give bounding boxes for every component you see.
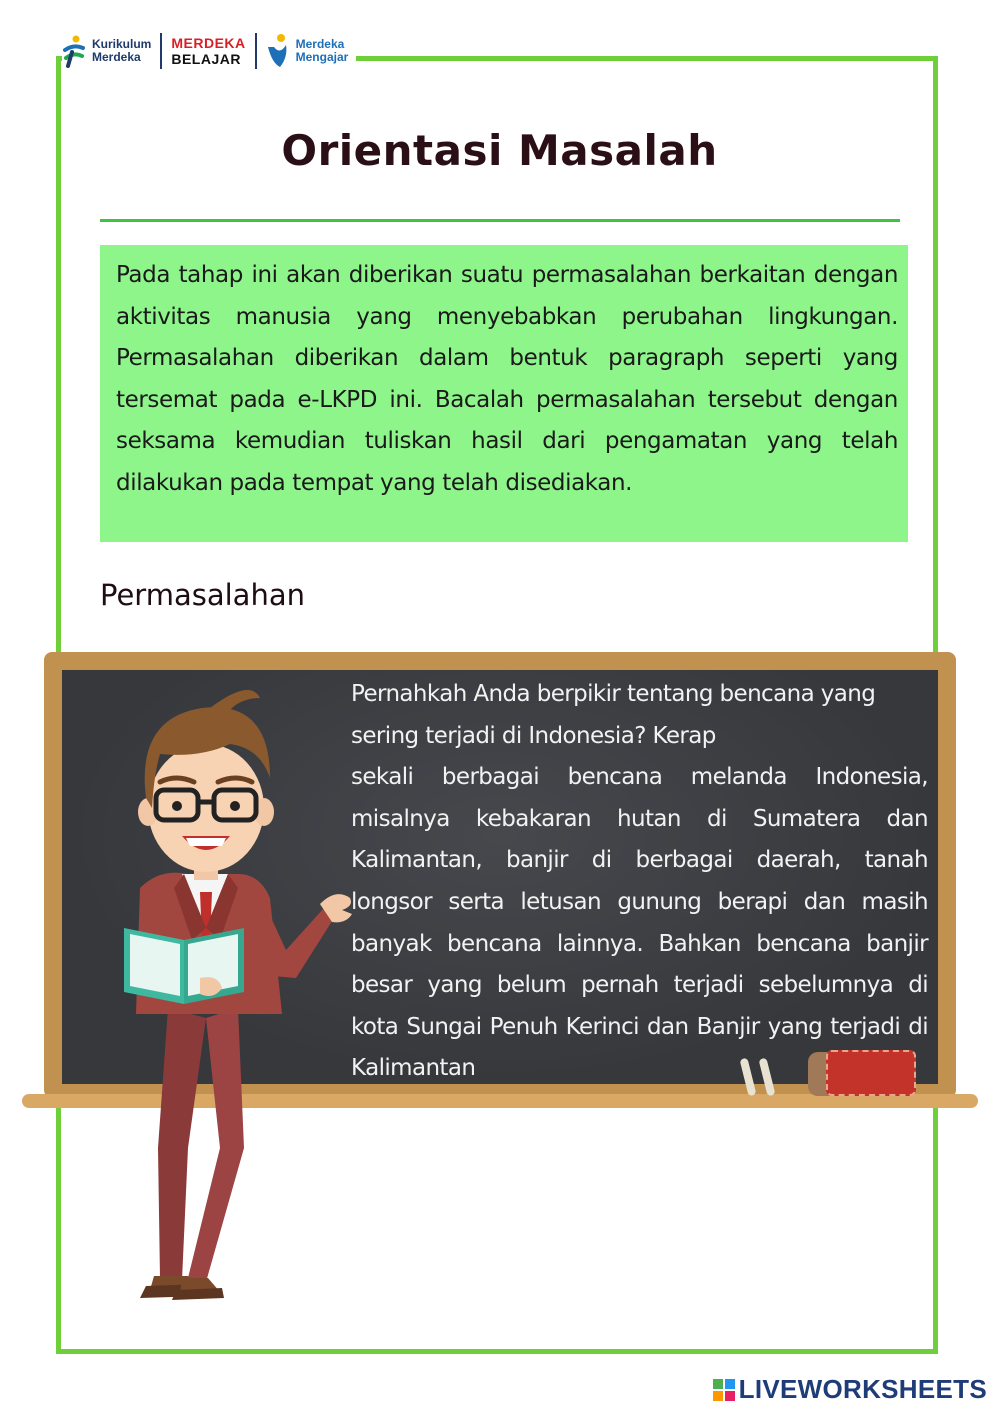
liveworksheets-brand: LIVEWORKSHEETS (738, 1374, 987, 1404)
intro-text: Pada tahap ini akan diberikan suatu permasalahan berkaitan dengan aktivitas manusia yang menyebabkan perubahan lingkungan. Permasalahan diberikan dalam bentuk paragraph seperti yang tersemat pada e-LKPD ini. Bacalah permasalahan tersebut dengan seksama kemudian tuliskan hasil dari pengamatan yang telah dilakukan pada tempat yang telah disediakan. (116, 262, 898, 496)
logo-kurikulum-line2: Merdeka (92, 50, 141, 64)
title-divider (100, 219, 900, 222)
logo-merdeka-belajar-line2: BELAJAR (171, 51, 241, 67)
teacher-illustration (110, 678, 360, 1318)
problem-text-part1: Pernahkah Anda berpikir tentang bencana yang sering terjadi di Indonesia? Kerap (351, 681, 876, 749)
merdeka-mengajar-logo (266, 33, 349, 69)
section-heading: Permasalahan (100, 578, 305, 612)
logo-kurikulum-line1: Kurikulum (92, 37, 152, 51)
logo-divider (255, 33, 257, 69)
intro-box (100, 245, 908, 542)
kurikulum-merdeka-logo-icon (62, 34, 86, 68)
problem-text-part2: sekali berbagai bencana melanda Indonesia, misalnya kebakaran hutan di Sumatera dan Kalimantan, banjir di berbagai daerah, tanah longsor serta letusan gunung berapi dan masih banyak bencana lainnya. Bahkan bencana banjir besar yang belum pernah terjadi sebelumnya di kota Sungai Penuh Kerinci dan Banjir yang terjadi di Kalimantan (351, 764, 928, 1082)
liveworksheets-logo-icon (713, 1379, 735, 1401)
logo-mengajar-line2: Mengajar (295, 50, 349, 64)
problem-text (351, 674, 928, 1090)
page-title: Orientasi Masalah (281, 126, 718, 175)
logo-divider (160, 33, 162, 69)
merdeka-belajar-logo (171, 35, 245, 67)
logo-mengajar-line1: Merdeka (295, 37, 345, 51)
header-logos (62, 30, 356, 72)
kurikulum-merdeka-logo (62, 34, 151, 68)
liveworksheets-logo (713, 1374, 987, 1405)
logo-merdeka-belajar-line1: MERDEKA (171, 35, 246, 51)
merdeka-mengajar-logo-icon (266, 33, 290, 69)
